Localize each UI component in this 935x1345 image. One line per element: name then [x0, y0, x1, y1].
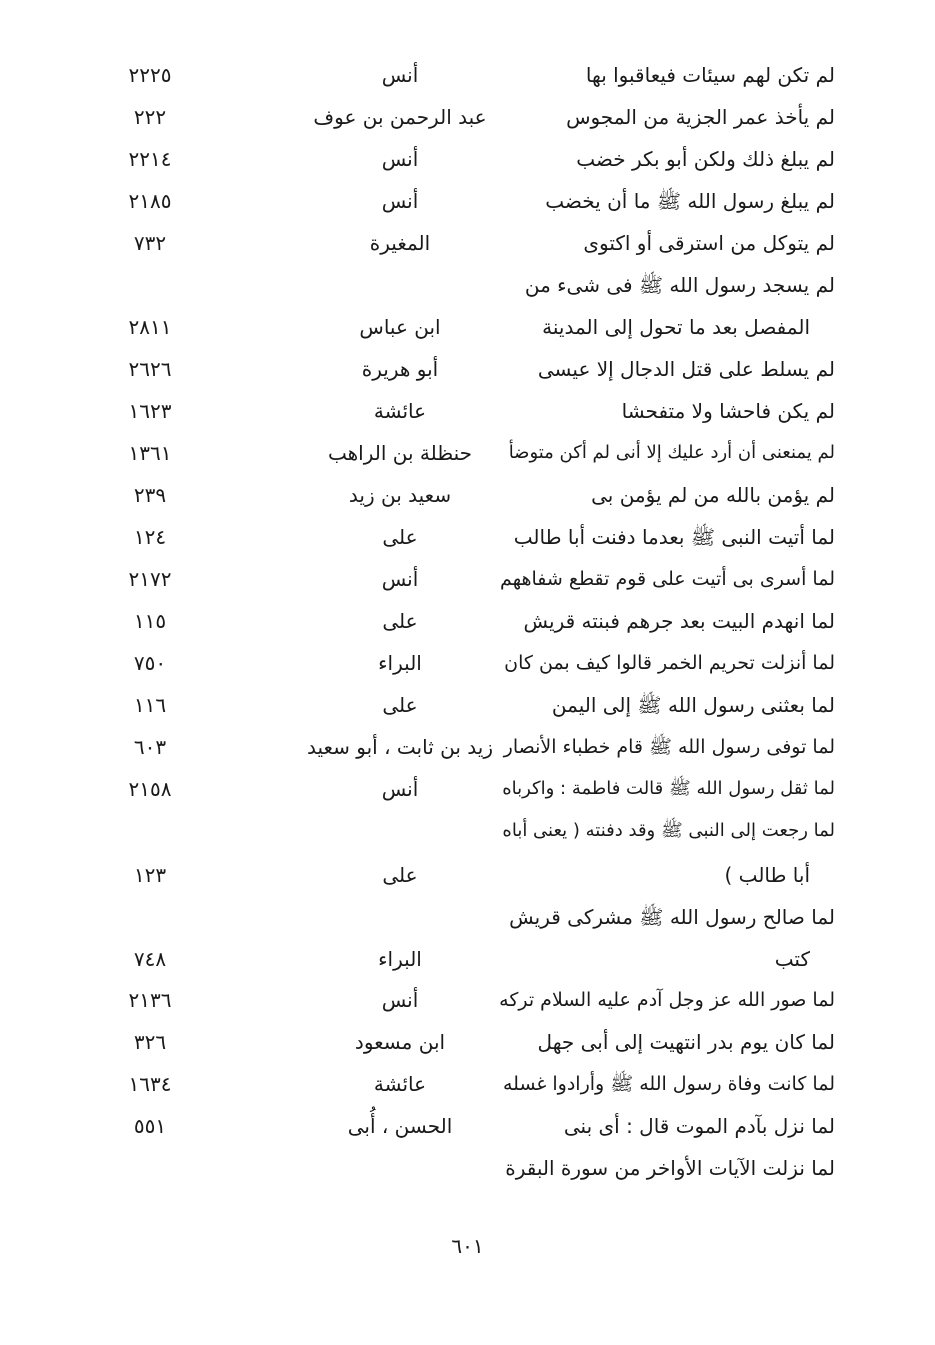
hadith-number: ٧٣٢ [133, 231, 167, 255]
hadith-text: كتب [774, 947, 810, 971]
entry-row [0, 855, 935, 895]
entry-row [0, 1148, 935, 1188]
hadith-number: ٢١٣٦ [128, 988, 172, 1012]
hadith-number: ٢٢٢٥ [128, 63, 172, 87]
entry-row [0, 980, 935, 1020]
hadith-text: لما توفى رسول الله ﷺ قام خطباء الأنصار [503, 736, 835, 758]
hadith-number: ٢٢٢ [133, 105, 167, 129]
narrator: ابن عباس [359, 315, 441, 339]
hadith-number: ٧٥٠ [133, 651, 167, 675]
hadith-text: لم يبلغ ذلك ولكن أبو بكر خضب [576, 147, 835, 171]
narrator: البراء [378, 947, 422, 971]
entry-row [0, 769, 935, 809]
narrator: سعيد بن زيد [348, 483, 452, 507]
hadith-number: ٢٦٢٦ [128, 357, 172, 381]
entry-row [0, 55, 935, 95]
entry-row [0, 349, 935, 389]
hadith-number: ١٢٣ [133, 863, 167, 887]
narrator: البراء [378, 651, 422, 675]
narrator: على [382, 693, 418, 717]
hadith-text: لما ثقل رسول الله ﷺ قالت فاطمة : واكرباه [502, 778, 835, 799]
narrator: ابن مسعود [354, 1030, 446, 1054]
narrator: أنس [381, 63, 419, 87]
hadith-text: لما صالح رسول الله ﷺ مشركى قريش [509, 905, 835, 929]
entry-row [0, 475, 935, 515]
hadith-text: لما بعثنى رسول الله ﷺ إلى اليمن [551, 693, 835, 717]
entry-row [0, 939, 935, 979]
hadith-text: لما كان يوم بدر انتهيت إلى أبى جهل [537, 1030, 835, 1054]
entry-row [0, 601, 935, 641]
hadith-text: لم يأخذ عمر الجزية من المجوس [566, 105, 835, 129]
entry-row [0, 727, 935, 767]
narrator: على [382, 525, 418, 549]
hadith-text: لما أسرى بى أتيت على قوم تقطع شفاههم [500, 568, 835, 590]
hadith-number: ١٢٤ [133, 525, 167, 549]
hadith-text: لم يسلط على قتل الدجال إلا عيسى [537, 357, 835, 381]
narrator: أبو هريرة [361, 357, 439, 381]
hadith-number: ٢٣٩ [133, 483, 167, 507]
hadith-text: لما انهدم البيت بعد جرهم فبنته قريش [523, 609, 835, 633]
hadith-text: لم يبلغ رسول الله ﷺ ما أن يخضب [545, 189, 835, 213]
hadith-text: لما نزل بآدم الموت قال : أى بنى [563, 1114, 835, 1138]
narrator: الحسن ، أُبى [347, 1114, 453, 1138]
narrator: على [382, 863, 418, 887]
hadith-text: لما نزلت الآيات الأواخر من سورة البقرة [505, 1156, 835, 1180]
entry-row [0, 181, 935, 221]
narrator: المغيرة [369, 231, 431, 255]
hadith-text: لم تكن لهم سيئات فيعاقبوا بها [585, 63, 835, 87]
hadith-text: لم يمنعنى أن أرد عليك إلا أنى لم أكن متوضأ [508, 442, 835, 463]
hadith-text: لم يؤمن بالله من لم يؤمن بى [591, 483, 835, 507]
entry-row [0, 1022, 935, 1062]
hadith-number: ٢١٧٢ [128, 567, 172, 591]
hadith-text: لما أنزلت تحريم الخمر قالوا كيف بمن كان [504, 652, 835, 674]
narrator: أنس [381, 147, 419, 171]
hadith-number: ٢١٥٨ [128, 777, 172, 801]
narrator: حنظلة بن الراهب [327, 441, 473, 465]
entry-row [0, 1064, 935, 1104]
hadith-number: ١٣٦١ [128, 441, 172, 465]
narrator: زيد بن ثابت ، أبو سعيد [306, 735, 493, 759]
hadith-text: لما كانت وفاة رسول الله ﷺ وأرادوا غسله [502, 1073, 835, 1095]
entry-row [0, 139, 935, 179]
entry-row [0, 433, 935, 473]
narrator: أنس [381, 777, 419, 801]
narrator: عبد الرحمن بن عوف [313, 105, 487, 129]
entry-row [0, 559, 935, 599]
entry-row [0, 265, 935, 305]
hadith-text: لما رجعت إلى النبى ﷺ وقد دفنته ( يعنى أباه [502, 820, 835, 841]
narrator: عائشة [373, 399, 427, 423]
hadith-text: لم يتوكل من استرقى أو اكتوى [583, 231, 835, 255]
hadith-number: ٦٠٣ [133, 735, 167, 759]
hadith-number: ١١٥ [133, 609, 167, 633]
entry-row [0, 97, 935, 137]
narrator: على [382, 609, 418, 633]
entry-row [0, 391, 935, 431]
hadith-text: لم يكن فاحشا ولا متفحشا [621, 399, 835, 423]
entry-row [0, 811, 935, 851]
entry-row [0, 307, 935, 347]
hadith-number: ١٦٢٣ [128, 399, 172, 423]
hadith-text: لما أتيت النبى ﷺ بعدما دفنت أبا طالب [513, 525, 835, 549]
narrator: عائشة [373, 1072, 427, 1096]
hadith-number: ٢٨١١ [128, 315, 172, 339]
entry-row [0, 223, 935, 263]
hadith-number: ٣٢٦ [133, 1030, 167, 1054]
hadith-number: ٢١٨٥ [128, 189, 172, 213]
entry-row [0, 685, 935, 725]
hadith-number: ٢٢١٤ [128, 147, 172, 171]
narrator: أنس [381, 189, 419, 213]
hadith-number: ٧٤٨ [133, 947, 167, 971]
entry-row [0, 1106, 935, 1146]
entry-row [0, 643, 935, 683]
entry-row [0, 897, 935, 937]
hadith-number: ١١٦ [133, 693, 167, 717]
narrator: أنس [381, 567, 419, 591]
hadith-text: المفصل بعد ما تحول إلى المدينة [542, 315, 810, 339]
hadith-text: لما صور الله عز وجل آدم عليه السلام تركه [499, 989, 835, 1011]
entry-row [0, 517, 935, 557]
hadith-text: لم يسجد رسول الله ﷺ فى شىء من [524, 273, 835, 297]
hadith-text: أبا طالب ) [724, 863, 810, 887]
hadith-number: ٥٥١ [133, 1114, 167, 1138]
hadith-number: ١٦٣٤ [128, 1072, 172, 1096]
page-number: ٦٠١ [451, 1234, 484, 1258]
narrator: أنس [381, 988, 419, 1012]
